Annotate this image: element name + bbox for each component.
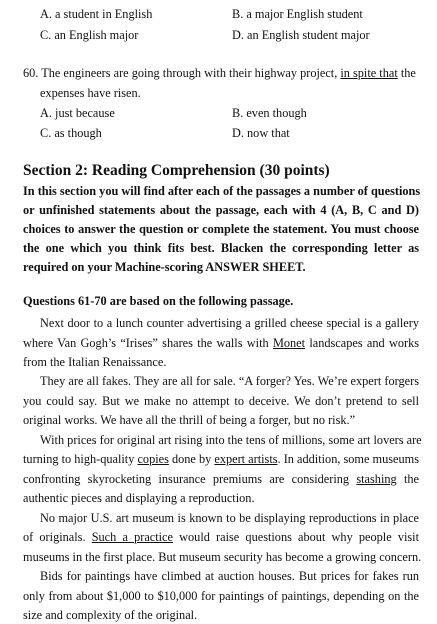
underlined-stashing: stashing — [356, 472, 397, 486]
section-title: Section 2: Reading Comprehension (30 points) — [23, 162, 330, 179]
q60-option-a: A. just because — [40, 106, 115, 120]
p4-line-2-text: of originals. — [23, 530, 92, 544]
q60-underlined-phrase: in spite that — [340, 66, 398, 80]
q60-option-c: C. as though — [40, 126, 102, 140]
q59-option-d: D. an English student major — [232, 28, 370, 42]
instructions-line-5: required on your Machine-scoring ANSWER SHEET. — [23, 260, 306, 274]
p3-line-2-text: turning to high-quality — [23, 452, 138, 466]
p5-line-2: only from about $1,000 to $10,000 for paintings of paintings, depending on the — [23, 589, 419, 603]
q60-stem-text: 60. The engineers are going through with their highway project, — [23, 66, 341, 80]
instructions-line-2: or unfinished statements about the passage, each with 4 (A, B, C and D) — [23, 203, 419, 217]
p2-line-3: original works. We have all the thrill of being a forger, but no risk.” — [23, 413, 356, 427]
q60-stem-line2: expenses have risen. — [40, 86, 141, 100]
instructions-line-4: the one which you think fits best. Blacken the corresponding letter as — [23, 241, 419, 255]
p2-line-2: you could say. But we make no attempt to deceive. We don’t pretend to sell — [23, 394, 419, 408]
q60-stem — [23, 66, 416, 80]
p1-line-2-tail: landscapes and works — [305, 336, 419, 350]
p3-line-2 — [23, 452, 419, 466]
q59-option-c: C. an English major — [40, 28, 139, 42]
underlined-such-a-practice: Such a practice — [91, 530, 173, 544]
p4-line-3: museums in the first place. But museum security has become a growing concern. — [23, 550, 422, 564]
p1-line-2-text: where Van Gogh’s “Irises” shares the walls with — [23, 336, 273, 350]
p2-line-1: They are all fakes. They are all for sale. “A forger? Yes. We’re expert forgers — [40, 374, 419, 388]
q59-option-b: B. a major English student — [232, 7, 363, 21]
p3-line-2-tail: . In addition, some museums — [277, 452, 420, 466]
p3-line-3-tail: the — [396, 472, 419, 486]
underlined-monet: Monet — [272, 336, 306, 350]
q60-option-d: D. now that — [232, 126, 290, 140]
p3-line-4: authentic pieces and displaying a reproduction. — [23, 491, 255, 505]
p3-line-3 — [23, 472, 419, 486]
p1-line-3: from the Italian Renaissance. — [23, 355, 167, 369]
p4-line-2-tail: would raise questions about why people visit — [172, 530, 420, 544]
p3-line-3-text: confronting skyrocketing insurance premiums are considering — [23, 472, 357, 486]
p3-line-1: With prices for original art rising into the tens of millions, some art lovers are — [40, 433, 422, 447]
passage-heading: Questions 61-70 are based on the following passage. — [23, 294, 294, 308]
q59-option-a: A. a student in English — [40, 7, 153, 21]
p1-line-2 — [23, 336, 419, 350]
q60-option-b: B. even though — [232, 106, 307, 120]
instructions-line-1: In this section you will find after each of the passages a number of questions — [23, 184, 421, 198]
p3-line-2-mid: done by — [168, 452, 215, 466]
p4-line-2 — [23, 530, 419, 544]
instructions-line-3: choices to answer the question or complete the statement. You must choose — [23, 222, 419, 236]
p1-line-1: Next door to a lunch counter advertising a grilled cheese special is a gallery — [40, 316, 419, 330]
p5-line-3: size and complexity of the original. — [23, 608, 198, 622]
underlined-copies: copies — [137, 452, 169, 466]
p4-line-1: No major U.S. art museum is known to be displaying reproductions in place — [40, 511, 419, 525]
q60-stem-tail: the — [397, 66, 416, 80]
p5-line-1: Bids for paintings have climbed at auction houses. But prices for fakes run — [40, 569, 419, 583]
underlined-expert-artists: expert artists — [214, 452, 278, 466]
